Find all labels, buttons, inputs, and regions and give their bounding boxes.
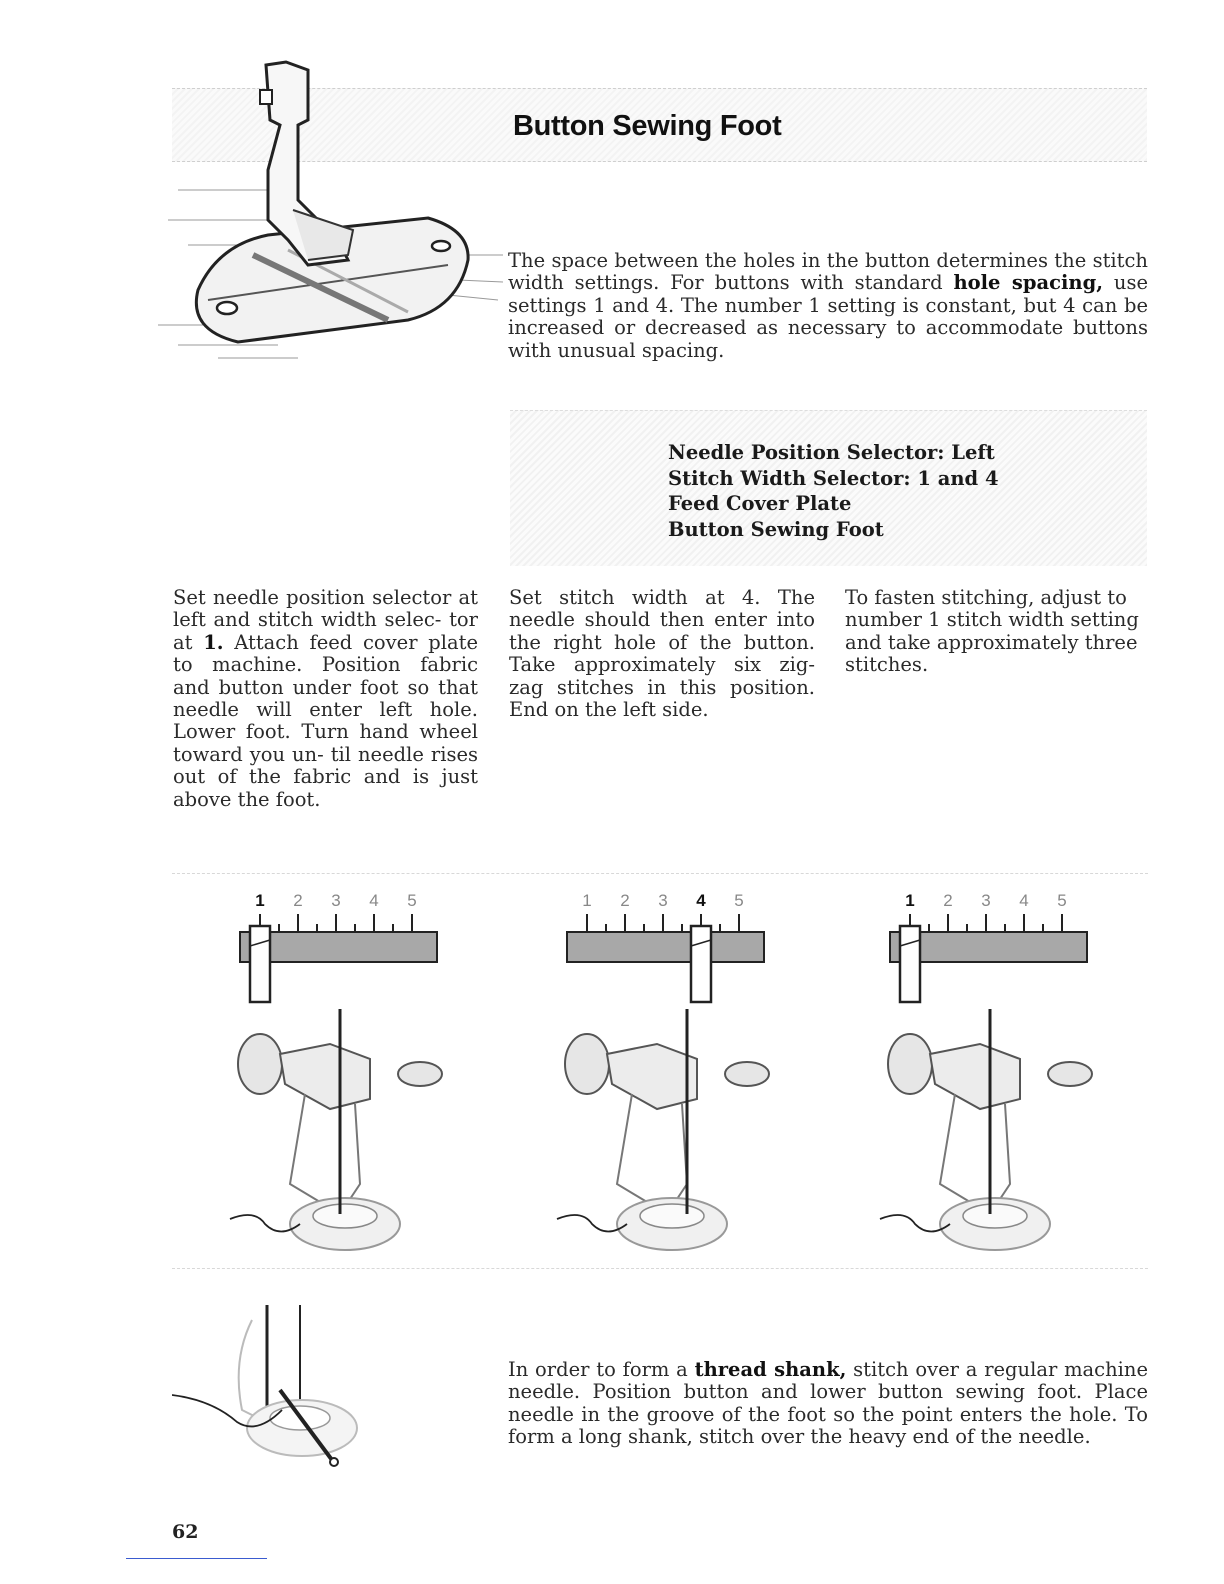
dial-pointer: [691, 926, 711, 1002]
divider-bottom: [172, 1268, 1148, 1269]
dial-number-5: 5: [1057, 891, 1067, 910]
step-1-text-end: Attach feed cover plate to machine. Position fabric and button under foot so that needle will enter left hole. Lower foot. Turn hand wheel toward you un- til needle rises out of the fabric and is just above the foot.: [173, 630, 478, 811]
setting-button-sewing-foot: Button Sewing Foot: [668, 517, 884, 541]
dial-number-1: 1: [255, 891, 265, 910]
intro-bold-text: hole spacing,: [953, 271, 1104, 295]
dial-number-5: 5: [734, 891, 744, 910]
dial-number-4: 4: [696, 891, 706, 910]
dial-number-2: 2: [943, 891, 953, 910]
figure-group-1: [230, 891, 442, 1250]
final-bold-text: thread shank,: [694, 1358, 847, 1381]
step-3-text: To fasten stitching, adjust to number 1 stitch width setting and take approximately three stitches.: [845, 586, 1139, 677]
thumb-screw: [565, 1034, 609, 1094]
button-inner-rim: [963, 1204, 1027, 1228]
dial-number-4: 4: [369, 891, 379, 910]
bottom-rule: [126, 1558, 267, 1559]
dial-number-2: 2: [620, 891, 630, 910]
intro-text-end: use settings 1 and 4. The number 1 setting is constant, but 4 can be increased or decreased as necessary to accommodate buttons with unusual spacing.: [508, 271, 1148, 362]
dial-number-3: 3: [981, 891, 991, 910]
needle-clamp: [930, 1044, 1020, 1109]
figure-step-2: [537, 884, 817, 1264]
thread-shank-paragraph: [508, 1359, 1148, 1449]
clamp-screw: [1048, 1062, 1092, 1086]
page-title: Button Sewing Foot: [513, 110, 782, 142]
thread-shank-illustration: [172, 1300, 372, 1475]
dial-number-3: 3: [331, 891, 341, 910]
foot-shank: [617, 1094, 687, 1214]
settings-list: [668, 440, 999, 542]
setting-stitch-width: Stitch Width Selector: 1 and 4: [668, 466, 999, 490]
foot-shank: [290, 1094, 360, 1214]
dial-number-1: 1: [582, 891, 592, 910]
intro-text-start: The space between the holes in the button determines the stitch width settings. For buttons with standard: [508, 249, 1148, 295]
setting-needle-position: Needle Position Selector: Left: [668, 441, 995, 464]
thumb-screw: [888, 1034, 932, 1094]
needle-clamp: [280, 1044, 370, 1109]
dial-number-5: 5: [407, 891, 417, 910]
page-number: 62: [172, 1521, 199, 1543]
button-inner-rim: [313, 1204, 377, 1228]
step-2-text: Set stitch width at 4. The needle should then enter into the right hole of the button. Take approximately six zig- zag stitches in this position. End on the left side.: [509, 586, 815, 722]
dial-number-1: 1: [905, 891, 915, 910]
dial-number-4: 4: [1019, 891, 1029, 910]
dial-pointer: [900, 926, 920, 1002]
setting-feed-cover-plate: Feed Cover Plate: [668, 492, 852, 515]
needle-clamp: [607, 1044, 697, 1109]
dial-number-3: 3: [658, 891, 668, 910]
figure-step-1: [210, 884, 490, 1264]
dial-number-2: 2: [293, 891, 303, 910]
figure-group-2: [557, 891, 769, 1250]
foot-shank: [940, 1094, 1010, 1214]
figure-step-3: [860, 884, 1140, 1264]
thumb-screw: [238, 1034, 282, 1094]
button-inner-rim: [640, 1204, 704, 1228]
clamp-screw: [398, 1062, 442, 1086]
step-1-text-start: Set needle position selector at left and stitch width selec- tor at: [173, 586, 478, 654]
button-sewing-foot-illustration: [158, 50, 503, 370]
final-text-end: stitch over a regular machine needle. Position button and lower button sewing foot. Place needle in the groove of the foot so the point enters the hole. To form a long shank, stitch over the heavy end of the needle.: [508, 1358, 1148, 1449]
intro-paragraph: [508, 250, 1148, 362]
divider-top: [172, 873, 1148, 874]
dial-pointer: [250, 926, 270, 1002]
dial-scale-bar: [567, 932, 764, 962]
final-text-start: In order to form a: [508, 1358, 695, 1381]
step-1-text: [173, 587, 478, 811]
step-1-bold: 1.: [203, 630, 224, 654]
clamp-screw: [725, 1062, 769, 1086]
figure-group-3: [880, 891, 1092, 1250]
